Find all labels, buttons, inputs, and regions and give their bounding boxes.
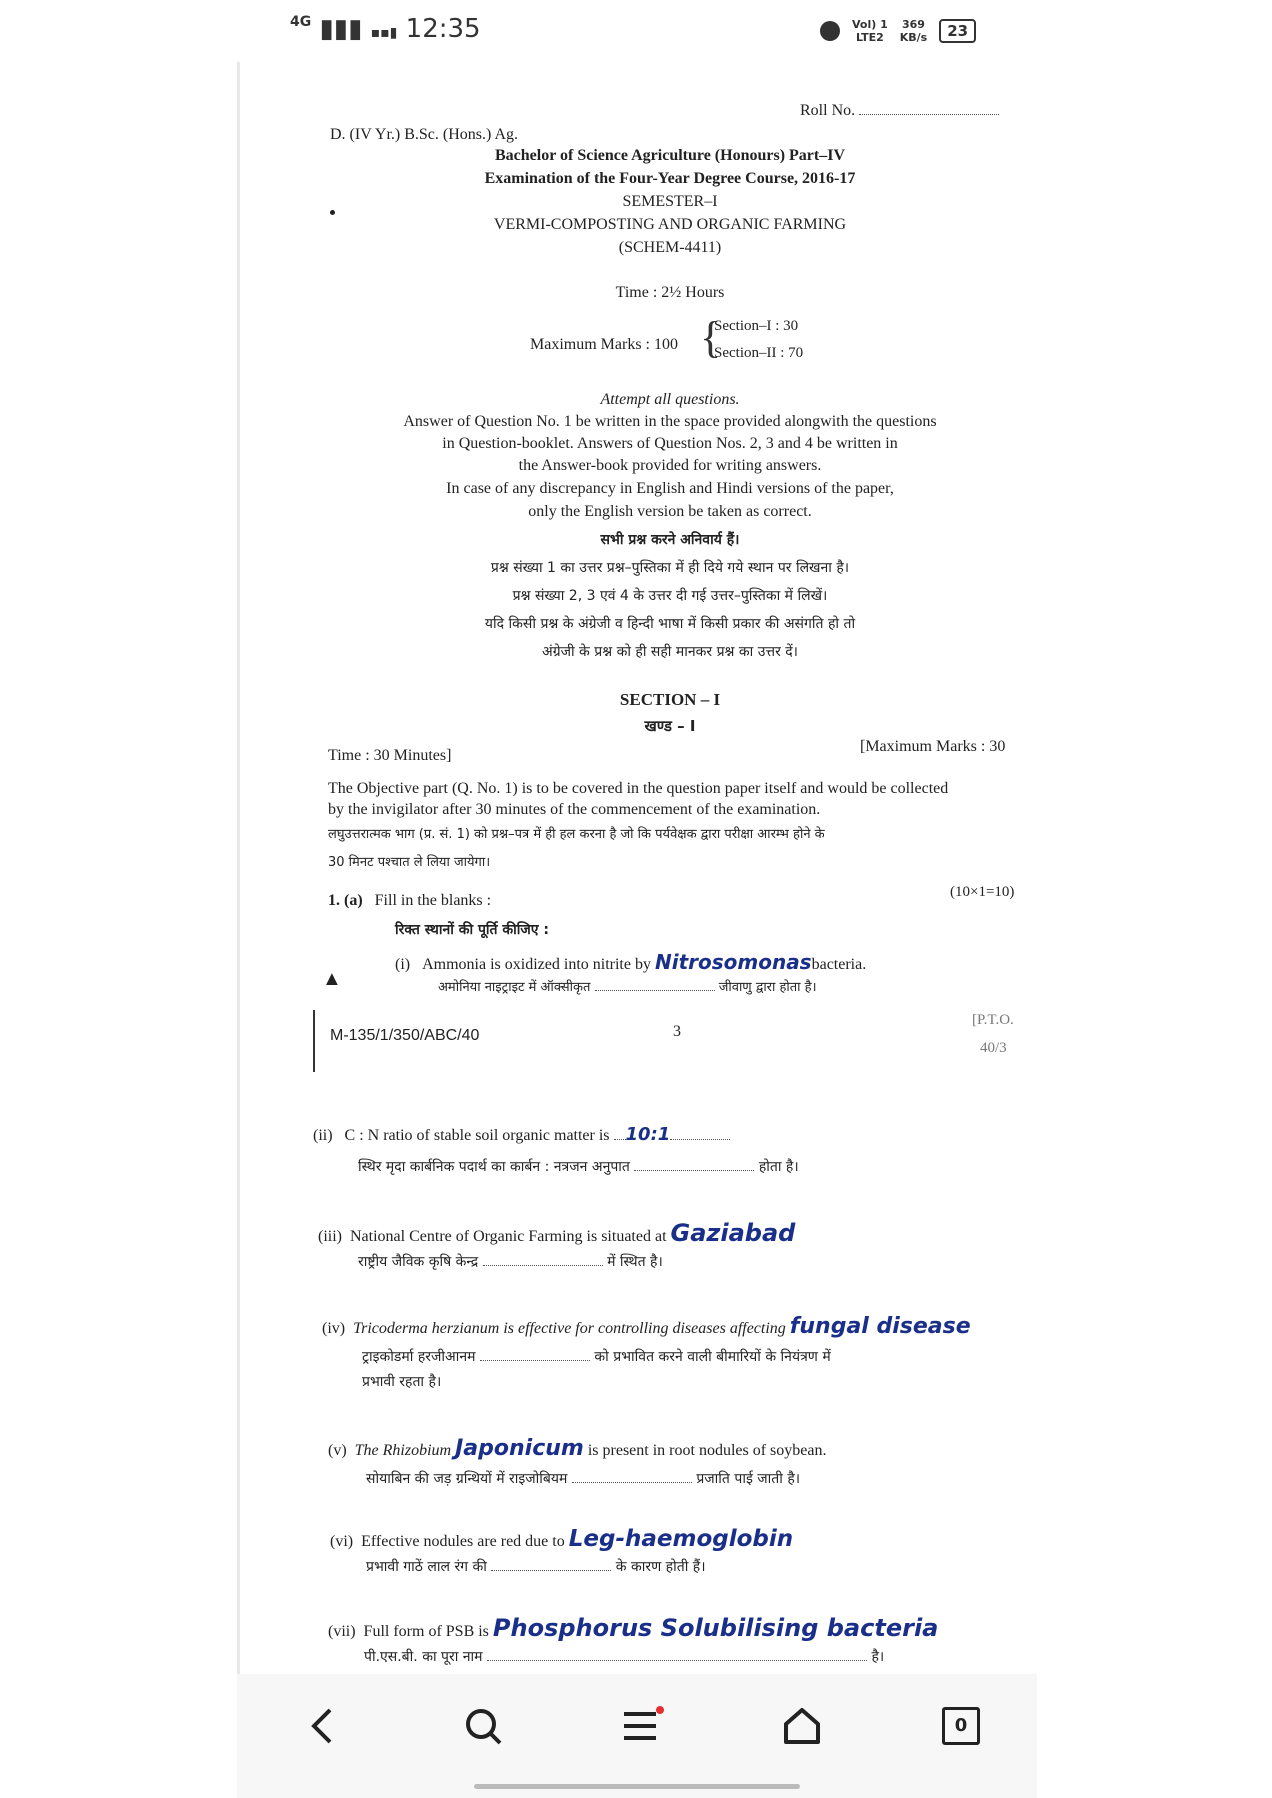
status-right: [820, 18, 976, 44]
search-icon: [463, 1706, 503, 1746]
back-button[interactable]: [293, 1696, 353, 1756]
tabs-count: 0: [942, 1707, 980, 1745]
question-v-hindi: सोयाबिन की जड़ ग्रन्थियों में राइजोबियम प्रजाति पाई जाती है।: [366, 1468, 800, 1488]
answer-ii: 10:1: [625, 1124, 671, 1145]
roll-no: Roll No.: [800, 100, 999, 120]
network-type: 4G: [290, 14, 312, 30]
instruction-hi-4: यदि किसी प्रश्न के अंग्रेजी व हिन्दी भाषा में किसी प्रकार की असंगति हो तो: [484, 616, 856, 632]
degree-title: Bachelor of Science Agriculture (Honours) Part–IV: [494, 147, 846, 164]
section-title: SECTION – I: [619, 690, 721, 709]
alarm-icon: [820, 21, 840, 41]
question-vi-hindi: प्रभावी गाठें लाल रंग की के कारण होती हैं।: [366, 1556, 706, 1576]
section-time: Time : 30 Minutes]: [328, 747, 452, 764]
max-marks: Maximum Marks : 100: [530, 336, 678, 353]
page-divider: [313, 1010, 315, 1072]
question-ii-hindi: स्थिर मृदा कार्बनिक पदार्थ का कार्बन : नत्रजन अनुपात होता है।: [358, 1156, 799, 1176]
question-iii: (iii) National Centre of Organic Farming is situated at Gaziabad: [318, 1219, 796, 1247]
question-i: (i) Ammonia is oxidized into nitrite by Nitrosomonasbacteria.: [395, 950, 867, 974]
menu-icon: [620, 1706, 664, 1746]
home-button[interactable]: [772, 1696, 832, 1756]
footer-pto: [P.T.O.: [972, 1012, 1014, 1028]
question-i-hindi: अमोनिया नाइट्राइट में ऑक्सीकृत जीवाणु द्वारा होता है।: [438, 976, 817, 995]
question-ii: (ii) C : N ratio of stable soil organic matter is 10:1: [313, 1124, 730, 1145]
volte-indicator: Vol) 1 LTE2: [852, 18, 888, 44]
clock: 12:35: [405, 14, 481, 44]
answer-iv: fungal disease: [789, 1314, 971, 1339]
question-iii-hindi: राष्ट्रीय जैविक कृषि केन्द्र में स्थित है।: [358, 1251, 663, 1271]
q1-text: Fill in the blanks :: [374, 892, 492, 909]
network-indicator: [290, 14, 481, 44]
question-iv-hindi-2: प्रभावी रहता है।: [362, 1374, 442, 1390]
signal-icon: ▮▮▮: [319, 14, 363, 44]
objective-hi-2: 30 मिनट पश्चात ले लिया जायेगा।: [328, 855, 491, 870]
signal-icon-2: ▪▪▮: [370, 25, 398, 41]
browser-nav-bar: [237, 1674, 1037, 1798]
footer-page-number: 3: [673, 1023, 681, 1040]
answer-vi: Leg-haemoglobin: [568, 1526, 794, 1552]
question-v: (v) The Rhizobium Japonicum is present in root nodules of soybean.: [328, 1436, 827, 1461]
instruction-hi-1: सभी प्रश्न करने अनिवार्य हैं।: [600, 532, 740, 548]
menu-button[interactable]: [612, 1696, 672, 1756]
footer-tally: 40/3: [980, 1040, 1007, 1056]
q1-marks: (10×1=10): [950, 884, 1015, 900]
page-edge: [237, 62, 240, 1674]
objective-en-2: by the invigilator after 30 minutes of the commencement of the examination.: [328, 801, 821, 818]
instruction-en-2: Answer of Question No. 1 be written in the space provided alongwith the questions: [403, 413, 937, 430]
question-vii-hindi: पी.एस.बी. का पूरा नाम है।: [364, 1646, 884, 1666]
q1-label: 1. (a): [328, 892, 363, 909]
home-icon: [782, 1706, 822, 1746]
status-bar: [0, 0, 1272, 62]
answer-vii: Phosphorus Solubilising bacteria: [492, 1614, 939, 1642]
marks-brace: {: [700, 313, 722, 362]
subject: VERMI-COMPOSTING AND ORGANIC FARMING: [493, 216, 847, 233]
speed-indicator: 369 KB/s: [899, 18, 928, 44]
instruction-hi-3: प्रश्न संख्या 2, 3 एवं 4 के उत्तर दी गई उत्तर–पुस्तिका में लिखें।: [512, 588, 828, 604]
instruction-en-5: In case of any discrepancy in English and Hindi versions of the paper,: [446, 480, 894, 497]
chevron-left-icon: [308, 1706, 338, 1746]
answer-iii: Gaziabad: [670, 1219, 796, 1247]
stray-mark: [330, 210, 335, 215]
marks-section-1: Section–I : 30: [714, 318, 799, 334]
search-button[interactable]: [453, 1696, 513, 1756]
instruction-hi-2: प्रश्न संख्या 1 का उत्तर प्रश्न–पुस्तिका में ही दिये गये स्थान पर लिखना है।: [490, 560, 850, 576]
objective-hi-1: लघुउत्तरात्मक भाग (प्र. सं. 1) को प्रश्न–पत्र में ही हल करना है जो कि पर्यवेक्षक द्वारा परीक्षा आरम्भ होने के: [328, 827, 825, 842]
question-vi: (vi) Effective nodules are red due to Leg-haemoglobin: [330, 1526, 794, 1552]
section-marks: [Maximum Marks : 30: [860, 738, 1006, 755]
instruction-en-6: only the English version be taken as correct.: [528, 503, 812, 520]
question-iv-hindi: ट्राइकोडर्मा हरजीआनम को प्रभावित करने वाली बीमारियों के नियंत्रण में: [362, 1346, 831, 1366]
exam-time: Time : 2½ Hours: [615, 284, 725, 301]
objective-en-1: The Objective part (Q. No. 1) is to be covered in the question paper itself and would be collected: [328, 780, 949, 797]
semester: SEMESTER–I: [622, 193, 718, 210]
exam-title: Examination of the Four-Year Degree Course, 2016-17: [484, 170, 856, 187]
instruction-en-1: Attempt all questions.: [600, 391, 740, 408]
section-title-hindi: खण्ड – I: [644, 717, 696, 735]
instruction-en-3: in Question-booklet. Answers of Question Nos. 2, 3 and 4 be written in: [442, 435, 898, 452]
question-iv: (iv) Tricoderma herzianum is effective for controlling diseases affecting fungal disease: [322, 1314, 971, 1339]
q1-hindi: रिक्त स्थानों की पूर्ति कीजिए :: [395, 922, 550, 938]
gesture-handle[interactable]: [474, 1784, 800, 1789]
marks-section-2: Section–II : 70: [714, 345, 804, 361]
tabs-button[interactable]: [931, 1696, 991, 1756]
footer-code: M-135/1/350/ABC/40: [330, 1027, 480, 1044]
answer-i: Nitrosomonas: [654, 950, 812, 974]
answer-v: Japonicum: [455, 1436, 584, 1461]
instruction-en-4: the Answer-book provided for writing answers.: [518, 457, 822, 474]
battery-icon: 23: [939, 19, 976, 43]
question-vii: (vii) Full form of PSB is Phosphorus Solubilising bacteria: [328, 1614, 939, 1642]
instruction-hi-5: अंग्रेजी के प्रश्न को ही सही मानकर प्रश्न का उत्तर दें।: [542, 644, 798, 660]
paper-code: D. (IV Yr.) B.Sc. (Hons.) Ag.: [330, 126, 518, 143]
pen-mark-icon: ▲: [322, 968, 342, 990]
scheme: (SCHEM-4411): [618, 239, 722, 256]
